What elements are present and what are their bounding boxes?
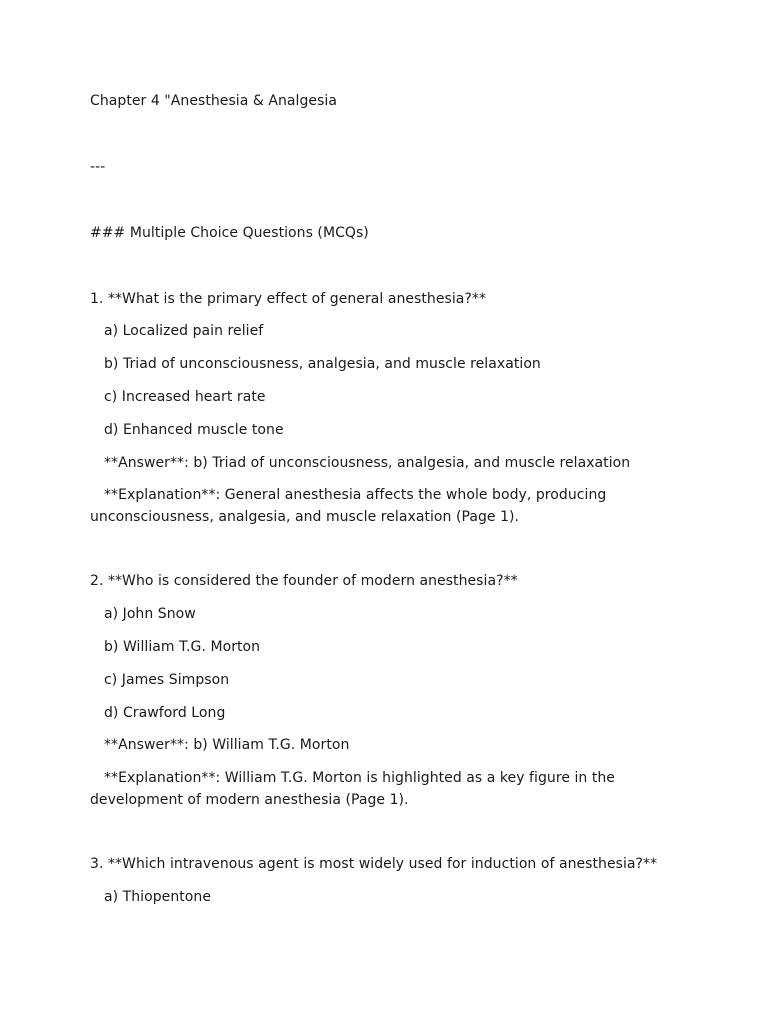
question-3: 3. **Which intravenous agent is most widely used for induction of anesthesia?** xyxy=(90,856,658,872)
question-2-option-d: d) Crawford Long xyxy=(104,705,226,721)
separator: --- xyxy=(90,159,106,175)
question-2: 2. **Who is considered the founder of modern anesthesia?** xyxy=(90,573,518,589)
question-2-option-b: b) William T.G. Morton xyxy=(104,639,261,655)
question-1-option-b: b) Triad of unconsciousness, analgesia, and muscle relaxation xyxy=(104,356,541,372)
question-2-answer: **Answer**: b) William T.G. Morton xyxy=(104,737,350,753)
question-1-explanation-line-1: **Explanation**: General anesthesia affects the whole body, producing xyxy=(104,487,607,503)
question-1-answer: **Answer**: b) Triad of unconsciousness, analgesia, and muscle relaxation xyxy=(104,455,631,471)
question-3-option-a: a) Thiopentone xyxy=(104,889,211,905)
question-2-explanation-line-1: **Explanation**: William T.G. Morton is highlighted as a key figure in the xyxy=(104,770,615,786)
section-heading: ### Multiple Choice Questions (MCQs) xyxy=(90,225,369,241)
question-2-option-a: a) John Snow xyxy=(104,606,196,622)
question-1-option-c: c) Increased heart rate xyxy=(104,389,266,405)
chapter-title: Chapter 4 "Anesthesia & Analgesia xyxy=(90,93,337,109)
question-1-explanation-line-2: unconsciousness, analgesia, and muscle relaxation (Page 1). xyxy=(90,509,520,525)
question-2-explanation-line-2: development of modern anesthesia (Page 1). xyxy=(90,792,409,808)
question-2-option-c: c) James Simpson xyxy=(104,672,230,688)
question-1-option-a: a) Localized pain relief xyxy=(104,323,264,339)
question-1: 1. **What is the primary effect of general anesthesia?** xyxy=(90,291,486,307)
question-1-option-d: d) Enhanced muscle tone xyxy=(104,422,284,438)
